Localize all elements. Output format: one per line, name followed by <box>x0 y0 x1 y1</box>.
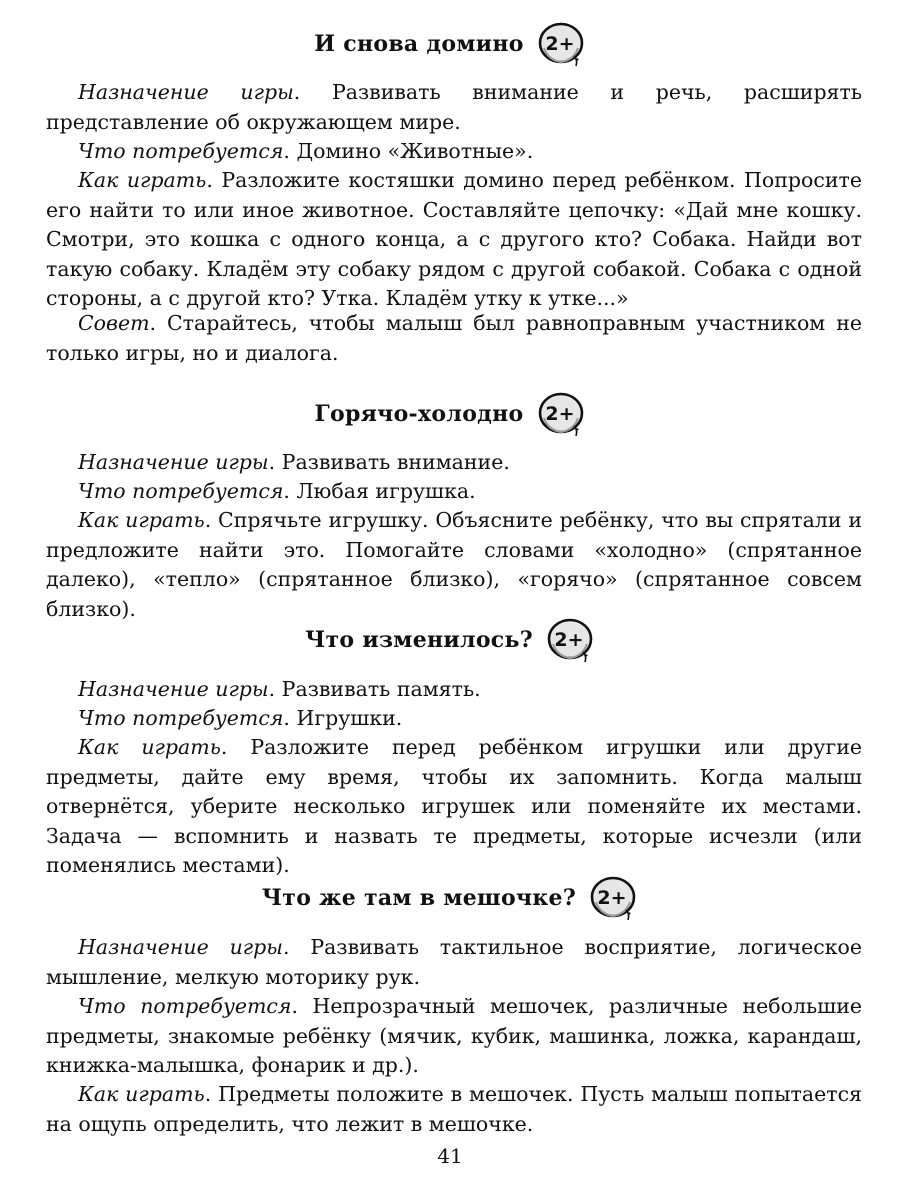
paragraph-materials <box>46 137 862 167</box>
paragraph-text: . Разложите перед ребёнком игрушки или другие предметы, дайте ему время, чтобы их запомнить. Когда малыш отвернётся, уберите несколько игрушек или поменяйте их местами. Задача — вспомнить и назвать те предметы, которые исчезли (или поменялись местами). <box>46 735 862 877</box>
paragraph-label: Как играть <box>78 735 221 759</box>
section-whats-in-the-bag <box>0 868 900 928</box>
section-title: И снова домино <box>314 31 524 57</box>
paragraph-text: . Непрозрачный мешочек, различные небольшие предметы, знакомые ребёнку (мячик, кубик, машинка, ложка, карандаш, книжка-малышка, фонарик и др.). <box>46 994 862 1077</box>
paragraph-label: Что потребуется <box>78 706 284 730</box>
age-badge-balloon-icon <box>536 388 586 440</box>
paragraph-label: Что потребуется <box>78 139 284 163</box>
paragraph-how-to-play <box>46 1080 862 1139</box>
paragraph-purpose <box>46 78 862 137</box>
paragraph-text: . Развивать внимание. <box>268 450 510 474</box>
paragraph-materials <box>46 992 862 1081</box>
paragraph-label: Назначение игры <box>78 677 269 701</box>
section-heading <box>0 384 900 444</box>
paragraph-how-to-play <box>46 733 862 881</box>
age-badge-text: 2+ <box>545 33 575 55</box>
section-heading <box>0 610 900 670</box>
paragraph-advice <box>46 309 862 368</box>
paragraph-text: . Домино «Животные». <box>283 139 534 163</box>
paragraph-text: . Предметы положите в мешочек. Пусть малыш попытается на ощупь определить, что лежит в мешочке. <box>46 1082 862 1136</box>
age-badge-text: 2+ <box>544 403 575 425</box>
paragraph-label: Назначение игры <box>78 80 294 104</box>
age-badge-balloon-icon <box>536 18 586 70</box>
paragraph-purpose <box>46 675 862 705</box>
page-number: 41 <box>437 1144 463 1168</box>
paragraph-purpose <box>46 933 862 992</box>
section-title: Что изменилось? <box>305 627 533 653</box>
paragraph-label: Как играть <box>78 508 205 532</box>
paragraph-text: . Разложите костяшки домино перед ребёнком. Попросите его найти то или иное животное. Составляйте цепочку: «Дай мне кошку. Смотри, это кошка с одного конца, а с другого кто? Собака. Найди вот такую собаку. Кладём эту собаку рядом с другой собакой. Собака с одной стороны, а с другой кто? Утка. Кладём утку к утке...» <box>46 168 862 310</box>
paragraph-how-to-play <box>46 166 862 314</box>
paragraph-label: Что потребуется <box>78 479 284 503</box>
paragraph-materials <box>46 477 862 507</box>
section-what-changed <box>0 610 900 670</box>
section-hot-cold <box>0 384 900 444</box>
age-badge-text: 2+ <box>554 629 584 651</box>
age-badge-balloon-icon <box>545 614 595 666</box>
paragraph-label: Как играть <box>78 168 207 192</box>
paragraph-text: . Старайтесь, чтобы малыш был равноправным участником не только игры, но и диалога. <box>46 311 862 365</box>
paragraph-purpose <box>46 448 862 478</box>
age-badge-balloon-icon <box>588 872 638 924</box>
section-heading <box>0 14 900 74</box>
paragraph-how-to-play <box>46 506 862 624</box>
paragraph-text: . Любая игрушка. <box>283 479 476 503</box>
paragraph-label: Как играть <box>78 1082 205 1106</box>
section-heading <box>0 868 900 928</box>
section-domino <box>0 14 900 74</box>
paragraph-text: . Спрячьте игрушку. Объясните ребёнку, что вы спрятали и предложите найти это. Помогайте словами «холодно» (спрятанное далеко), «тепло» (спрятанное близко), «горячо» (спрятанное совсем близко). <box>46 508 862 621</box>
paragraph-materials <box>46 704 862 734</box>
paragraph-label: Совет <box>78 311 150 335</box>
section-title: Горячо-холодно <box>314 401 524 427</box>
paragraph-text: . Развивать память. <box>268 677 481 701</box>
section-title: Что же там в мешочке? <box>261 885 577 911</box>
paragraph-text: . Игрушки. <box>283 706 403 730</box>
paragraph-label: Назначение игры <box>78 450 269 474</box>
paragraph-label: Назначение игры <box>78 935 283 959</box>
paragraph-text: . Развивать внимание и речь, расширять представление об окружающем мире. <box>46 80 862 134</box>
paragraph-label: Что потребуется <box>78 994 292 1018</box>
age-badge-text: 2+ <box>597 887 627 909</box>
paragraph-text: . Развивать тактильное восприятие, логическое мышление, мелкую моторику рук. <box>46 935 862 989</box>
